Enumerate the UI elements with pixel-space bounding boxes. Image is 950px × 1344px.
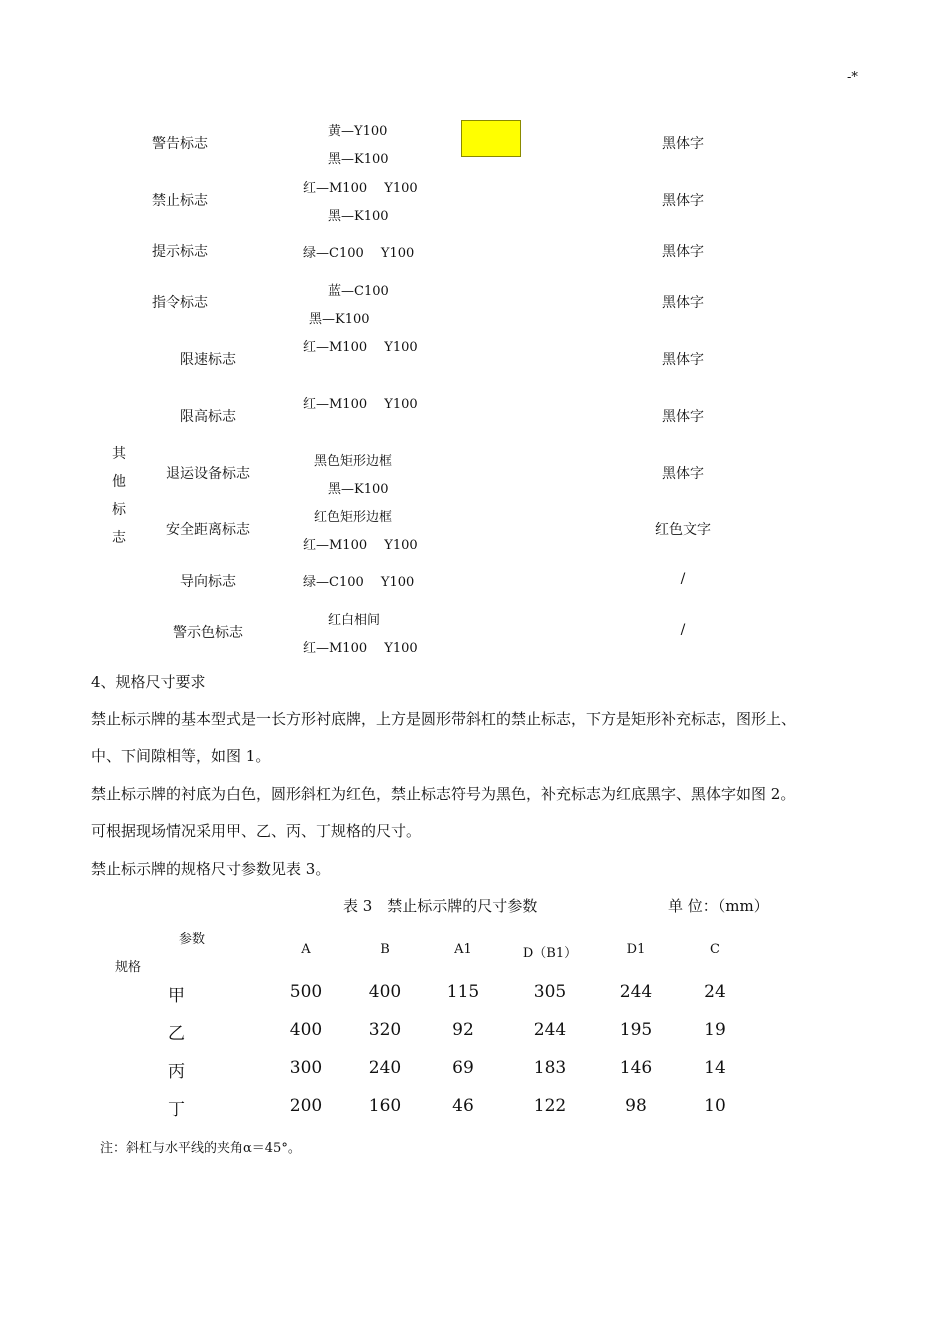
sign-color: 黑—K100 — [328, 209, 389, 224]
table-unit: 单 位：（mm） — [668, 897, 769, 915]
sign-color: 黄—Y100 — [328, 124, 388, 139]
table-cell: 320 — [368, 1020, 402, 1040]
table-note: 注：斜杠与水平线的夹角α＝45°。 — [100, 1141, 301, 1156]
table-cell: 244 — [533, 1020, 567, 1040]
table-cell: 400 — [368, 982, 402, 1002]
sign-color: 黑—K100 — [328, 152, 389, 167]
sign-name: 警示色标志 — [173, 625, 243, 641]
corner-spec-label: 规格 — [115, 960, 142, 975]
paragraph: 中、下间隙相等，如图 1。 — [91, 747, 271, 765]
sign-color: 绿—C100 Y100 — [303, 246, 415, 261]
sign-color: 红色矩形边框 — [314, 510, 393, 525]
sign-color: 绿—C100 Y100 — [303, 575, 415, 590]
spec-label: 甲 — [168, 986, 185, 1006]
table-cell: 244 — [619, 982, 653, 1002]
sign-name: 安全距离标志 — [166, 522, 250, 538]
sign-font: / — [680, 622, 686, 638]
table-cell: 400 — [289, 1020, 323, 1040]
corner-param-label: 参数 — [179, 932, 206, 947]
group-label-char: 他 — [112, 474, 126, 490]
table-cell: 305 — [533, 982, 567, 1002]
yellow-color-swatch — [461, 120, 521, 157]
sign-color: 黑色矩形边框 — [314, 454, 393, 469]
table-cell: 115 — [446, 982, 480, 1002]
table-cell: 146 — [619, 1058, 653, 1078]
paragraph: 禁止标示牌的基本型式是一长方形衬底牌，上方是圆形带斜杠的禁止标志，下方是矩形补充标志，图形上、 — [91, 710, 797, 728]
table-cell: 10 — [704, 1096, 726, 1116]
column-header: A — [301, 942, 311, 957]
table-cell: 69 — [452, 1058, 474, 1078]
sign-color: 黑—K100 — [328, 482, 389, 497]
column-header: A1 — [454, 942, 472, 957]
sign-name: 限高标志 — [180, 409, 236, 425]
sign-name: 禁止标志 — [152, 193, 208, 209]
spec-label: 乙 — [168, 1024, 185, 1044]
column-header: D（B1） — [522, 946, 578, 961]
spec-label: 丙 — [168, 1062, 185, 1082]
sign-color: 红—M100 Y100 — [303, 340, 418, 355]
sign-color: 红白相间 — [328, 613, 381, 628]
sign-font: 黑体字 — [662, 244, 704, 260]
header-mark: -* — [847, 70, 858, 85]
table-cell: 98 — [625, 1096, 647, 1116]
table-cell: 183 — [533, 1058, 567, 1078]
sign-color: 红—M100 Y100 — [303, 538, 418, 553]
sign-font: 黑体字 — [662, 466, 704, 482]
sign-font: / — [680, 571, 686, 587]
spec-label: 丁 — [168, 1100, 185, 1120]
sign-font: 黑体字 — [662, 136, 704, 152]
table-cell: 14 — [704, 1058, 726, 1078]
paragraph: 可根据现场情况采用甲、乙、丙、丁规格的尺寸。 — [91, 822, 422, 840]
table-cell: 300 — [289, 1058, 323, 1078]
sign-font: 黑体字 — [662, 409, 704, 425]
sign-font: 黑体字 — [662, 193, 704, 209]
table-cell: 19 — [704, 1020, 726, 1040]
column-header: C — [710, 942, 720, 957]
sign-color: 蓝—C100 — [328, 284, 389, 299]
sign-font: 黑体字 — [662, 352, 704, 368]
sign-color: 红—M100 Y100 — [303, 641, 418, 656]
table-cell: 92 — [452, 1020, 474, 1040]
sign-color: 红—M100 Y100 — [303, 181, 418, 196]
group-label-char: 其 — [112, 446, 126, 462]
table-cell: 200 — [289, 1096, 323, 1116]
group-label-char: 标 — [112, 502, 126, 518]
group-label-char: 志 — [112, 530, 126, 546]
table-caption: 表 3 禁止标示牌的尺寸参数 — [343, 897, 538, 915]
sign-font: 红色文字 — [655, 522, 711, 538]
sign-font: 黑体字 — [662, 295, 704, 311]
sign-name: 退运设备标志 — [166, 466, 250, 482]
sign-name: 限速标志 — [180, 352, 236, 368]
table-cell: 240 — [368, 1058, 402, 1078]
table-cell: 195 — [619, 1020, 653, 1040]
table-cell: 122 — [533, 1096, 567, 1116]
sign-name: 提示标志 — [152, 244, 208, 260]
table-cell: 500 — [289, 982, 323, 1002]
column-header: B — [380, 942, 390, 957]
sign-name: 导向标志 — [180, 574, 236, 590]
paragraph: 禁止标示牌的规格尺寸参数见表 3。 — [91, 860, 331, 878]
table-cell: 24 — [704, 982, 726, 1002]
sign-color: 黑—K100 — [309, 312, 370, 327]
column-header: D1 — [626, 942, 646, 957]
sign-name: 指令标志 — [152, 295, 208, 311]
sign-name: 警告标志 — [152, 136, 208, 152]
section-heading: 4、规格尺寸要求 — [91, 673, 206, 691]
paragraph: 禁止标示牌的衬底为白色，圆形斜杠为红色，禁止标志符号为黑色，补充标志为红底黑字、黑体字如图 2。 — [91, 785, 796, 803]
table-cell: 160 — [368, 1096, 402, 1116]
sign-color: 红—M100 Y100 — [303, 397, 418, 412]
table-cell: 46 — [452, 1096, 474, 1116]
